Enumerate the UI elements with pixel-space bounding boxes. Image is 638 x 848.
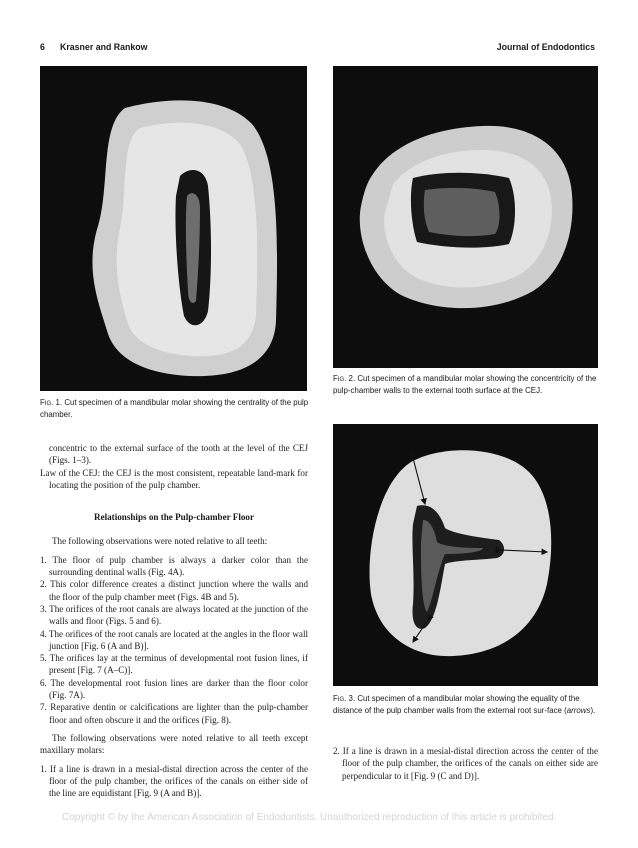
law-of-cej-paragraph: Law of the CEJ: the CEJ is the most consistent, repeatable land-mark for locating the position of the pulp chamber. — [40, 467, 308, 490]
right-column-body — [333, 745, 598, 782]
page-number: 6 — [40, 42, 45, 52]
figure-2-label: Fig. — [333, 374, 347, 383]
figure-3-caption-text-a: 3. Cut specimen of a mandibular molar showing the equality of the distance of the pulp chamber walls from the external root sur-face ( — [333, 694, 580, 715]
figure-2-caption — [333, 373, 598, 396]
figure-1-caption-text: 1. Cut specimen of a mandibular molar showing the centrality of the pulp chamber. — [40, 398, 309, 419]
figure-3-specimen-image — [333, 424, 598, 686]
figure-3-caption-text-b: ). — [590, 705, 596, 715]
left-column-body — [40, 442, 308, 799]
figure-3-photo — [333, 424, 598, 686]
figure-2-caption-text: 2. Cut specimen of a mandibular molar showing the concentricity of the pulp-chamber walls to the external tooth surface at the CEJ. — [333, 374, 597, 395]
running-authors: Krasner and Rankow — [60, 42, 148, 52]
observations-intro-2: The following observations were noted relative to all teeth except maxillary molars: — [40, 732, 308, 756]
observation-item: 1. The floor of pulp chamber is always a darker color than the surrounding dentinal walls (Fig. 4A). — [40, 554, 308, 578]
figure-1-label: Fig. — [40, 398, 54, 407]
running-header — [40, 42, 595, 56]
observations-intro: The following observations were noted relative to all teeth: — [52, 536, 268, 547]
figure-3-label: Fig. — [333, 694, 347, 703]
figure-1-photo — [40, 66, 307, 391]
observation-item: 6. The developmental root fusion lines are darker than the floor color (Fig. 7A). — [40, 677, 308, 701]
figure-3-caption-emphasis: arrows — [566, 705, 591, 715]
observation-item: 3. The orifices of the root canals are always located at the junction of the walls and floor (Figs. 5 and 6). — [40, 603, 308, 627]
figure-1-caption — [40, 397, 310, 420]
observation-item: 2. If a line is drawn in a mesial-distal direction across the center of the floor of the pulp chamber, the orifices of the canals on either side are perpendicular to it [Fig. 9 (C and D)]. — [333, 746, 598, 781]
figure-2-specimen-image — [333, 66, 598, 368]
observation-item: 1. If a line is drawn in a mesial-distal direction across the center of the floor of the pulp chamber, the orifices of the canals on either side of the line are equidistant [Fig. 9 (A and B)]. — [40, 763, 308, 799]
copyright-watermark: Copyright © by the American Association of Endodontists. Unauthorized reproduction of this article is prohibited. — [62, 812, 557, 823]
section-heading: Relationships on the Pulp-chamber Floor — [94, 512, 254, 523]
journal-name: Journal of Endodontics — [496, 42, 595, 52]
observation-item: 4. The orifices of the root canals are located at the angles in the floor wall junction [Fig. 6 (A and B)]. — [40, 628, 308, 651]
observation-item: 5. The orifices lay at the terminus of developmental root fusion lines, if present [Fig. 7 (A–C)]. — [40, 653, 308, 676]
observation-item: 7. Reparative dentin or calcifications are lighter than the pulp-chamber floor and often obscure it and the orifices (Fig. 8). — [40, 702, 308, 725]
figure-3-caption — [333, 693, 598, 716]
figure-1-specimen-image — [40, 66, 307, 391]
figure-2-photo — [333, 66, 598, 368]
continuation-paragraph: concentric to the external surface of the tooth at the level of the CEJ (Figs. 1–3). — [49, 443, 308, 466]
observation-item: 2. This color difference creates a distinct junction where the walls and the floor of the pulp chamber meet (Figs. 4B and 5). — [40, 579, 308, 602]
